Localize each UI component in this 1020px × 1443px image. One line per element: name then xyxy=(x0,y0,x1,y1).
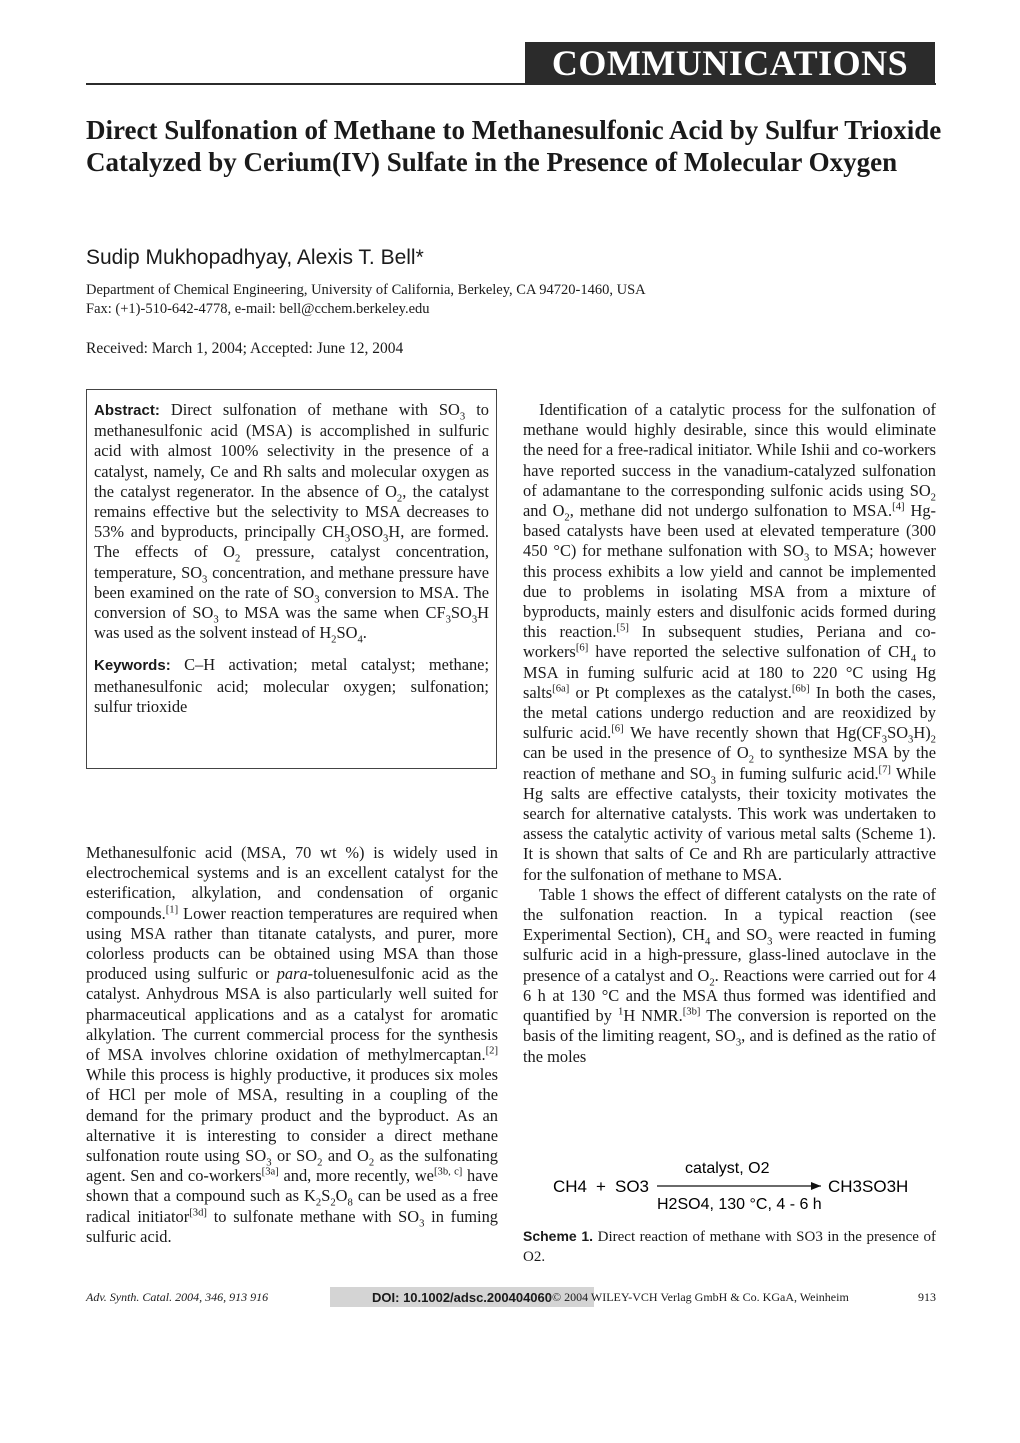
section-banner: COMMUNICATIONS xyxy=(525,42,935,84)
abstract-box xyxy=(86,389,497,769)
body-paragraph: Table 1 shows the effect of different catalysts on the rate of the sulfonation reaction. In a typical reaction (see Experimental Section), $CH_4$ and $SO_3$ were reacted in fuming sulfuric acid in a high-pressure, glass-lined autoclave in the presence of a catalyst and $O_2$. Reactions were carried out for 4 6 h at 130 °C and the MSA thus formed was identified and quantified by $^1$H NMR.[3b] The conversion is reported on the basis of the limiting reagent, $SO_3$, and is defined as the ratio of the moles xyxy=(523,884,937,1066)
copyright-notice: © 2004 WILEY-VCH Verlag GmbH & Co. KGaA, Weinheim xyxy=(552,1290,849,1304)
doi-link[interactable]: DOI: 10.1002/adsc.200404060 xyxy=(330,1287,594,1307)
scheme-caption-text: Direct reaction of methane with SO3 in the presence of O2. xyxy=(523,1229,937,1265)
arrow-head xyxy=(811,1182,821,1190)
scheme-caption-label: Scheme 1. xyxy=(523,1228,594,1244)
keywords: Keywords: C–H activation; metal catalyst; methane; methanesulfonic acid; molecular oxygen; sulfonation; sulfur trioxide xyxy=(94,655,489,716)
abstract-text: Abstract: Direct sulfonation of methane with $SO_3$ to methanesulfonic acid (MSA) is accomplished in sulfuric acid with almost 100% selectivity in the presence of a catalyst, namely, Ce and Rh salts and molecular oxygen as the catalyst regenerator. In the absence of $O_2$, the catalyst remains effective but the selectivity to MSA decreases to 53% and byproducts, principally $CH_3OSO_3H$, are formed. The effects of $O_2$ pressure, catalyst concentration, temperature, $SO_3$ concentration, and methane pressure have been examined on the rate of $SO_3$ conversion to MSA. The conversion of $SO_3$ to MSA was the same when $CF_3SO_3H$ was used as the solvent instead of $H_2SO_4$. xyxy=(94,400,490,646)
abstract-label: Abstract: xyxy=(94,402,160,419)
product-msa: CH3SO3H xyxy=(828,1177,909,1196)
affiliation-line: Department of Chemical Engineering, University of California, Berkeley, CA 94720-1460, USA xyxy=(86,282,646,298)
condition-below: H2SO4, 130 °C, 4 - 6 h xyxy=(657,1196,822,1213)
article-title: Direct Sulfonation of Methane to Methanesulfonic Acid by Sulfur Trioxide Catalyzed by Cerium(IV) Sulfate in the Presence of Molecular Oxygen xyxy=(86,115,942,177)
journal-citation: Adv. Synth. Catal. 2004, 346, 913 916 xyxy=(86,1290,269,1304)
reactant-methane: CH4 xyxy=(553,1177,588,1196)
body-paragraph: Methanesulfonic acid (MSA, 70 wt %) is widely used in electrochemical systems and is an excellent catalyst for the esterification, alkylation, and condensation of organic compounds.[1] Lower reaction temperatures are required when using MSA rather than titanate catalysts, and purer, more colorless products can be obtained using MSA than those produced using sulfuric or para-toluenesulfonic acid as the catalyst. Anhydrous MSA is also particularly well suited for pharmaceutical applications and as a catalyst for aromatic alkylation. The current commercial process for the synthesis of MSA involves chlorine oxidation of methylmercaptan.[2] While this process is highly productive, it produces six moles of HCl per mole of MSA, resulting in a coupling of the demand for the primary product and the byproduct. As an alternative it is interesting to consider a direct methane sulfonation route using $SO_3$ or $SO_2$ and $O_2$ as the sulfonating agent. Sen and co-workers[3a] and, more recently, we[3b, c] have shown that a compound such as $K_2S_2O_8$ can be used as a free radical initiator[3d] to sulfonate methane with $SO_3$ in fuming sulfuric acid. xyxy=(86,843,499,1246)
contact-line: Fax: (+1)-510-642-4778, e-mail: bell@cchem.berkeley.edu xyxy=(86,301,430,317)
body-paragraph: Identification of a catalytic process for the sulfonation of methane would highly desirable, since this would eliminate the need for a free-radical initiator. While Ishii and co-workers have reported success in the vanadium-catalyzed sulfonation of adamantane to the corresponding sulfonic acids using $SO_2$ and $O_2$, methane did not undergo sulfonation to MSA.[4] Hg-based catalysts have been used at elevated temperature (300 450 °C) for methane sulfonation with $SO_3$ to MSA; however this process exhibits a low yield and cannot be implemented due to problems in isolating MSA from a mixture of byproducts, mainly esters and disulfonic acids formed during this reaction.[5] In subsequent studies, Periana and co-workers[6] have reported the selective sulfonation of $CH_4$ to MSA in fuming sulfuric acid at 180 to 220 °C using Hg salts[6a] or Pt complexes as the catalyst.[6b] In both the cases, the metal cations undergo reduction and are reoxidized by sulfuric acid.[6] We have recently shown that $Hg(CF_3SO_3H)_2$ can be used in the presence of $O_2$ to synthesize MSA by the reaction of methane and $SO_3$ in fuming sulfuric acid.[7] While Hg salts are effective catalysts, their toxicity motivates the search for alternative catalysts. This work was undertaken to assess the catalytic activity of various metal salts (Scheme 1). It is shown that salts of Ce and Rh are particularly attractive for the sulfonation of methane to MSA. xyxy=(523,400,936,884)
header-rule xyxy=(86,83,936,85)
keywords-label: Keywords: xyxy=(94,657,171,675)
page-number: 913 xyxy=(918,1290,936,1304)
condition-above: catalyst, O2 xyxy=(685,1160,770,1177)
body-column-left xyxy=(86,843,498,1247)
reactant-so3: SO3 xyxy=(615,1177,650,1196)
author-list: Sudip Mukhopadhyay, Alexis T. Bell* xyxy=(86,246,424,269)
page-footer xyxy=(86,1290,936,1312)
plus-sign: + xyxy=(596,1177,606,1196)
reaction-scheme xyxy=(523,1155,936,1230)
body-column-right xyxy=(523,400,936,1067)
scheme-caption xyxy=(523,1226,936,1267)
received-dates: Received: March 1, 2004; Accepted: June 12, 2004 xyxy=(86,340,404,357)
